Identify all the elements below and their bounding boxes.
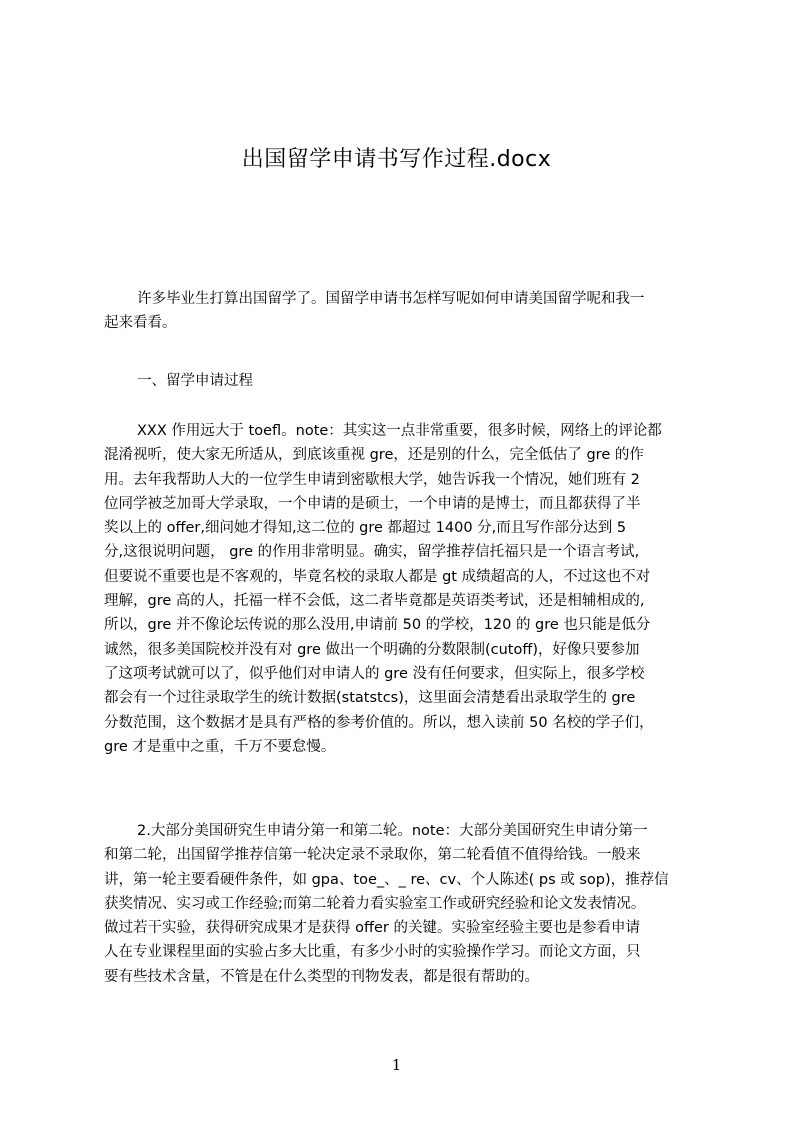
paragraph-line: 要有些技术含量，不管是在什么类型的刊物发表，都是很有帮助的。 — [104, 968, 539, 985]
paragraph-line: 用。去年我帮助人大的一位学生申请到密歇根大学，她告诉我一个情况，她们班有 2 — [104, 471, 640, 488]
application-rounds-paragraph — [104, 819, 704, 989]
paragraph-line: 人在专业课程里面的实验占多大比重，有多少小时的实验操作学习。而论文方面，只 — [104, 944, 641, 961]
paragraph-line: 但要说不重要也是不客观的，毕竟名校的录取人都是 gt 成绩超高的人，不过这也不对 — [104, 568, 651, 585]
paragraph-line: 分数范围，这个数据才是具有严格的参考价值的。所以，想入读前 50 名校的学子们， — [104, 714, 654, 731]
paragraph-line: 2.大部分美国研究生申请分第一和第二轮。note：大部分美国研究生申请分第一 — [137, 823, 648, 839]
paragraph-line: 许多毕业生打算出国留学了。国留学申请书怎样写呢如何申请美国留学呢和我一 — [137, 291, 645, 307]
paragraph-line: 混淆视听，使大家无所适从，到底该重视 gre，还是别的什么，完全低估了 gre 的作 — [104, 447, 644, 464]
paragraph-line: 做过若干实验，获得研究成果才是获得 offer 的关键。实验室经验主要也是参看申请 — [104, 920, 640, 937]
paragraph-line: 分,这很说明问题， gre 的作用非常明显。确实，留学推荐信托福只是一个语言考试, — [104, 544, 640, 561]
paragraph-line: 位同学被芝加哥大学录取，一个申请的是硕士，一个申请的是博士，而且都获得了半 — [104, 495, 641, 512]
paragraph-line: XXX 作用远大于 toefl。note：其实这一点非常重要，很多时候，网络上的评论都 — [137, 423, 662, 439]
paragraph-line: 了这项考试就可以了，似乎他们对申请人的 gre 没有任何要求，但实际上，很多学校 — [104, 665, 645, 682]
section-heading: 一、留学申请过程 — [137, 373, 253, 389]
intro-paragraph — [104, 287, 704, 336]
paragraph-line: 理解，gre 高的人，托福一样不会低，这二者毕竟都是英语类考试，还是相辅相成的, — [104, 593, 645, 610]
paragraph-line: 讲，第一轮主要看硬件条件，如 gpa、toe_、_ re、cv、个人陈述( ps 或 sop)，推荐信 — [104, 871, 669, 888]
document-title: 出国留学申请书写作过程.docx — [241, 147, 552, 172]
paragraph-line: gre 才是重中之重，千万不要怠慢。 — [104, 738, 336, 755]
paragraph-line: 都会有一个过往录取学生的统计数据(statstcs)，这里面会清楚看出录取学生的 gre — [104, 690, 636, 707]
paragraph-line: 所以，gre 并不像论坛传说的那么没用,申请前 50 的学校，120 的 gre 也只能是低分 — [104, 617, 651, 634]
gre-paragraph — [104, 419, 704, 759]
paragraph-line: 奖以上的 offer,细问她才得知,这二位的 gre 都超过 1400 分,而且写作部分达到 5 — [104, 520, 627, 537]
paragraph-line: 获奖情况、实习或工作经验;而第二轮着力看实验室工作或研究经验和论文发表情况。 — [104, 895, 646, 912]
page-number: 1 — [391, 1056, 402, 1074]
paragraph-line: 和第二轮，出国留学推荐信第一轮决定录不录取你，第二轮看值不值得给钱。一般来 — [104, 847, 641, 864]
paragraph-line: 诚然，很多美国院校并没有对 gre 做出一个明确的分数限制(cutoff)，好像只要参加 — [104, 641, 640, 658]
paragraph-line: 起来看看。 — [104, 315, 177, 332]
